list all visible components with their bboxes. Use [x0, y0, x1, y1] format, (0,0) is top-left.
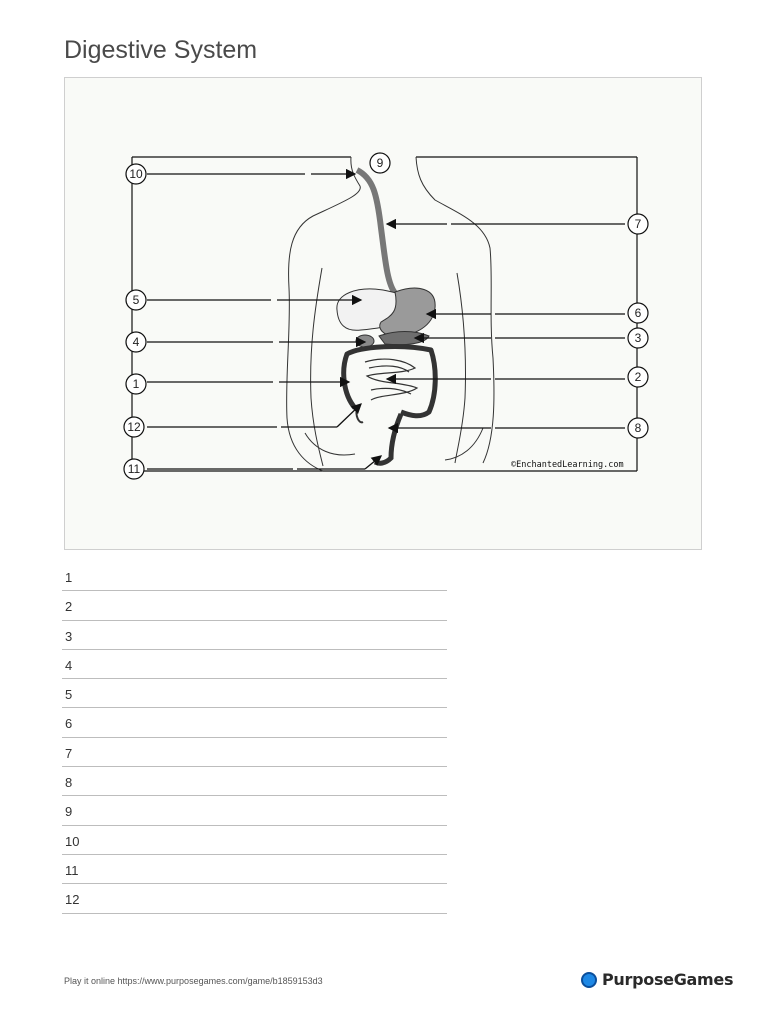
label-marker-6	[628, 303, 648, 323]
label-marker-1	[126, 374, 146, 394]
rectum-shape	[375, 414, 401, 463]
footer-link-text[interactable]: Play it online https://www.purposegames.com/game/b1859153d3	[64, 976, 323, 986]
answer-list	[62, 562, 447, 914]
brand-name: PurposeGames	[602, 970, 734, 989]
diagram-frame	[64, 77, 702, 550]
answer-row[interactable]: 4	[62, 650, 447, 679]
answer-row[interactable]: 8	[62, 767, 447, 796]
answer-row[interactable]: 9	[62, 796, 447, 825]
answer-row[interactable]: 1	[62, 562, 447, 591]
label-marker-4	[126, 332, 146, 352]
label-marker-11	[124, 459, 144, 479]
label-marker-5	[126, 290, 146, 310]
label-marker-2	[628, 367, 648, 387]
copyright-text: ©EnchantedLearning.com	[511, 460, 624, 470]
answer-row[interactable]: 10	[62, 826, 447, 855]
svg-text:2: 2	[634, 370, 642, 384]
svg-text:3: 3	[634, 331, 642, 345]
svg-text:4: 4	[132, 335, 140, 349]
label-marker-7	[628, 214, 648, 234]
svg-text:9: 9	[376, 156, 384, 170]
svg-text:12: 12	[127, 420, 141, 434]
label-marker-12	[124, 417, 144, 437]
purposegames-logo[interactable]	[581, 970, 733, 989]
label-marker-8	[628, 418, 648, 438]
svg-text:11: 11	[127, 462, 141, 476]
appendix-shape	[356, 408, 363, 422]
label-marker-10	[126, 164, 146, 184]
large-intestine-shape	[344, 347, 436, 416]
answer-row[interactable]: 12	[62, 884, 447, 913]
label-marker-3	[628, 328, 648, 348]
answer-row[interactable]: 5	[62, 679, 447, 708]
svg-text:7: 7	[634, 217, 642, 231]
answer-row[interactable]: 3	[62, 621, 447, 650]
esophagus-shape	[357, 170, 395, 293]
answer-row[interactable]: 2	[62, 591, 447, 620]
svg-text:5: 5	[132, 293, 140, 307]
digestive-diagram	[65, 78, 703, 551]
svg-text:8: 8	[634, 421, 642, 435]
answer-row[interactable]: 6	[62, 708, 447, 737]
svg-text:10: 10	[129, 167, 143, 181]
answer-row[interactable]: 7	[62, 738, 447, 767]
label-marker-9	[370, 153, 390, 173]
svg-text:1: 1	[132, 377, 140, 391]
svg-text:6: 6	[634, 306, 642, 320]
brand-circle-icon	[581, 972, 597, 988]
answer-row[interactable]: 11	[62, 855, 447, 884]
page-title: Digestive System	[64, 36, 258, 64]
